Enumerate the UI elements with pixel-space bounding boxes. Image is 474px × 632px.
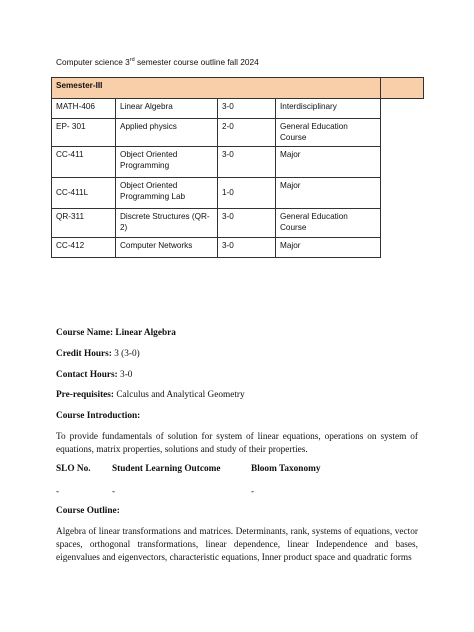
course-credits: 1-0 [218, 178, 276, 209]
course-title: Applied physics [116, 119, 218, 147]
course-type: Major [276, 147, 381, 178]
table-row [52, 178, 424, 209]
course-code: CC-412 [52, 237, 116, 257]
course-outline-heading: Course Outline: [56, 506, 120, 516]
course-title: Computer Networks [116, 237, 218, 257]
course-code: QR-311 [52, 209, 116, 237]
course-introduction-heading: Course Introduction: [56, 411, 141, 421]
course-outline-text: Algebra of linear transformations and matrices. Determinants, rank, systems of equations, vector spaces, orthogonal transformations, linear dependence, linear Independence and bases, eigenvalues and eigenvectors, characteristic equations, Inner product space and quadratic forms [56, 527, 418, 563]
table-row [52, 237, 424, 257]
course-type: General Education Course [276, 209, 381, 237]
course-credits: 3-0 [218, 209, 276, 237]
course-credits: 3-0 [218, 99, 276, 119]
document-title: Computer science 3rd semester course outline fall 2024 [56, 57, 259, 67]
course-credits: 3-0 [218, 147, 276, 178]
course-name-value: Linear Algebra [115, 328, 176, 338]
course-code: EP- 301 [52, 119, 116, 147]
contact-hours-line [56, 370, 132, 380]
course-introduction-text: To provide fundamentals of solution for system of linear equations, operations on system of equations, matrix properties, solutions and study of their properties. [56, 432, 418, 455]
course-table [51, 77, 424, 258]
spacer [381, 99, 424, 119]
semester-header-extension [381, 78, 424, 99]
table-row [52, 99, 424, 119]
course-name-label: Course Name: [56, 328, 114, 338]
course-credits: 3-0 [218, 237, 276, 257]
prerequisites-label: Pre-requisites: [56, 390, 115, 400]
slo-no-header: SLO No. [56, 464, 91, 474]
prerequisites-line [56, 390, 245, 400]
spacer [381, 209, 424, 237]
course-code: CC-411L [52, 178, 116, 209]
contact-hours-label: Contact Hours: [56, 370, 118, 380]
slo-outcome-value: - [112, 487, 116, 497]
course-title: Linear Algebra [116, 99, 218, 119]
course-type: Interdisciplinary [276, 99, 381, 119]
table-row [52, 209, 424, 237]
course-type: Major [276, 237, 381, 257]
credit-hours-label: Credit Hours: [56, 349, 112, 359]
course-type: Major [276, 178, 381, 209]
course-code: MATH-406 [52, 99, 116, 119]
slo-outcome-header: Student Learning Outcome [112, 464, 221, 474]
semester-label: Semester-III [52, 78, 381, 99]
spacer [381, 147, 424, 178]
spacer [381, 237, 424, 257]
course-title: Object Oriented Programming [116, 147, 218, 178]
course-type: General Education Course [276, 119, 381, 147]
table-row [52, 147, 424, 178]
credit-hours-line [56, 349, 140, 359]
course-code: CC-411 [52, 147, 116, 178]
contact-hours-value: 3-0 [120, 370, 133, 380]
prerequisites-value: Calculus and Analytical Geometry [116, 390, 245, 400]
course-title: Discrete Structures (QR-2) [116, 209, 218, 237]
course-title: Object Oriented Programming Lab [116, 178, 218, 209]
semester-header-row [52, 78, 424, 99]
table-row [52, 119, 424, 147]
spacer [381, 178, 424, 209]
slo-bloom-value: - [251, 487, 255, 497]
slo-bloom-header: Bloom Taxonomy [251, 464, 321, 474]
course-name-line [56, 328, 176, 338]
course-credits: 2-0 [218, 119, 276, 147]
slo-no-value: - [56, 487, 60, 497]
spacer [381, 119, 424, 147]
credit-hours-value: 3 (3-0) [114, 349, 140, 359]
